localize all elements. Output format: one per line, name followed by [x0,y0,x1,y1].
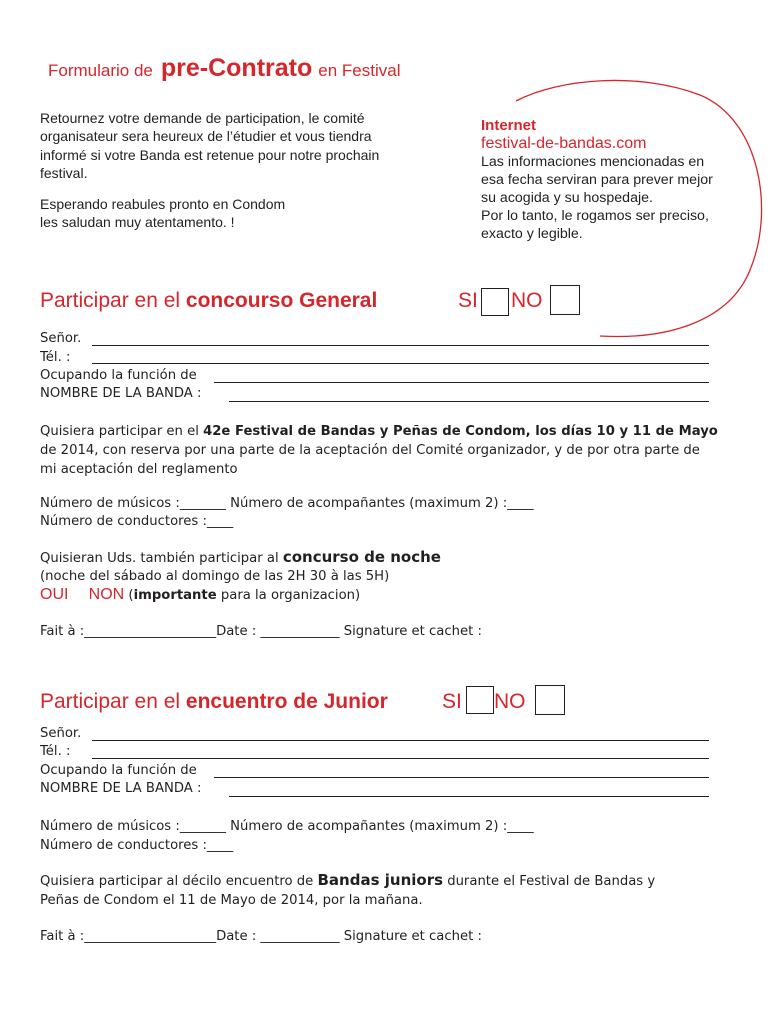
tel-field[interactable] [92,758,709,759]
night-contest-question [40,548,441,568]
function-field[interactable] [214,777,709,778]
function-label: Ocupando la función de [40,368,197,383]
section-title-plain: Participar en el [40,289,181,312]
section-title-bold: concourso General [185,289,378,312]
bubble-line: esa fecha serviran para prever mejor [481,172,713,188]
important-open: ( [124,588,134,603]
tel-label: Tél. : [40,744,71,759]
closing-line: les saludan muy atentamento. ! [40,214,235,231]
title-prefix: Formulario de [48,61,153,80]
intro-line: organisateur sera heureux de l’étudier et vous tiendra [40,128,372,145]
band-name-label: NOMBRE DE LA BANDA : [40,781,202,796]
signature-line-general[interactable]: Fait à :____________________Date : ____________ Signature et cachet : [40,624,482,639]
important-bold: importante [133,588,217,603]
band-name-field[interactable] [229,796,709,797]
intro-line: informé si votre Banda est retenue pour notre prochain [40,146,380,163]
important-close: para la organizacion) [216,588,361,603]
conductors-field[interactable]: Número de conductores :____ [40,514,234,529]
night-hours: (noche del sábado al domingo de las 2H 30 à las 5H) [40,569,390,584]
conductors-field[interactable]: Número de conductores :____ [40,838,234,853]
senor-field[interactable] [92,345,709,346]
junior-text: durante el Festival de Bandas y [443,874,656,889]
section-title-bold: encuentro de Junior [185,690,388,713]
junior-paragraph [40,871,655,910]
senor-label: Señor. [40,726,82,741]
para-bold: 42e Festival de Bandas y Peñas de Condom, los días 10 y 11 de Mayo [203,424,718,439]
bubble-line: Las informaciones mencionadas en [481,154,705,170]
senor-field[interactable] [92,740,709,741]
night-options [40,585,360,605]
intro-paragraph [40,109,379,183]
intro-closing [40,195,285,232]
bubble-line: Por lo tanto, le rogamos ser preciso, [481,208,709,224]
section-title-plain: Participar en el [40,690,181,713]
bubble-title: Internet [481,117,537,134]
info-bubble [481,117,713,243]
no-label: NO [511,289,543,312]
si-checkbox[interactable] [466,686,494,714]
participation-paragraph [40,422,718,479]
si-label: SI [458,289,478,312]
bubble-line: su acogida y su hospedaje. [481,190,653,206]
non-option[interactable]: NON [88,586,125,603]
tel-label: Tél. : [40,350,71,365]
title-suffix: en Festival [318,61,401,80]
function-field[interactable] [214,382,709,383]
band-name-label: NOMBRE DE LA BANDA : [40,386,202,401]
para-line: de 2014, con reserva por una parte de la aceptación del Comité organizador, y de por otra parte de [40,443,700,458]
section-general-title [40,289,377,313]
night-text: Quisieran Uds. también participar al [40,551,283,566]
tel-field[interactable] [92,363,709,364]
no-checkbox[interactable] [535,685,565,715]
title-main: pre-Contrato [160,54,313,82]
no-checkbox[interactable] [550,285,580,315]
bubble-line: exacto y legible. [481,226,583,242]
para-line: mi aceptación del reglamento [40,462,238,477]
senor-label: Señor. [40,331,82,346]
junior-text: Quisiera participar al décilo encuentro de [40,874,318,889]
section-junior-title [40,690,388,714]
signature-line-junior[interactable]: Fait à :____________________Date : ____________ Signature et cachet : [40,929,482,944]
oui-option[interactable]: OUI [40,586,69,603]
no-label: NO [494,690,526,713]
intro-line: festival. [40,165,88,182]
function-label: Ocupando la función de [40,763,197,778]
page-title [48,54,400,83]
website-link[interactable]: festival-de-bandas.com [481,135,647,152]
musicians-field[interactable]: Número de músicos :_______ Número de acompañantes (maximum 2) :____ [40,819,534,834]
para-text: Quisiera participar en el [40,424,204,439]
junior-bold: Bandas juniors [317,871,444,889]
closing-line: Esperando reabules pronto en Condom [40,196,286,212]
si-checkbox[interactable] [481,288,509,316]
night-bold: concurso de noche [282,548,441,566]
musicians-field[interactable]: Número de músicos :_______ Número de acompañantes (maximum 2) :____ [40,496,534,511]
band-name-field[interactable] [229,401,709,402]
intro-line: Retournez votre demande de participation, le comité [40,110,365,126]
si-label: SI [442,690,462,713]
junior-line: Peñas de Condom el 11 de Mayo de 2014, por la mañana. [40,893,423,908]
